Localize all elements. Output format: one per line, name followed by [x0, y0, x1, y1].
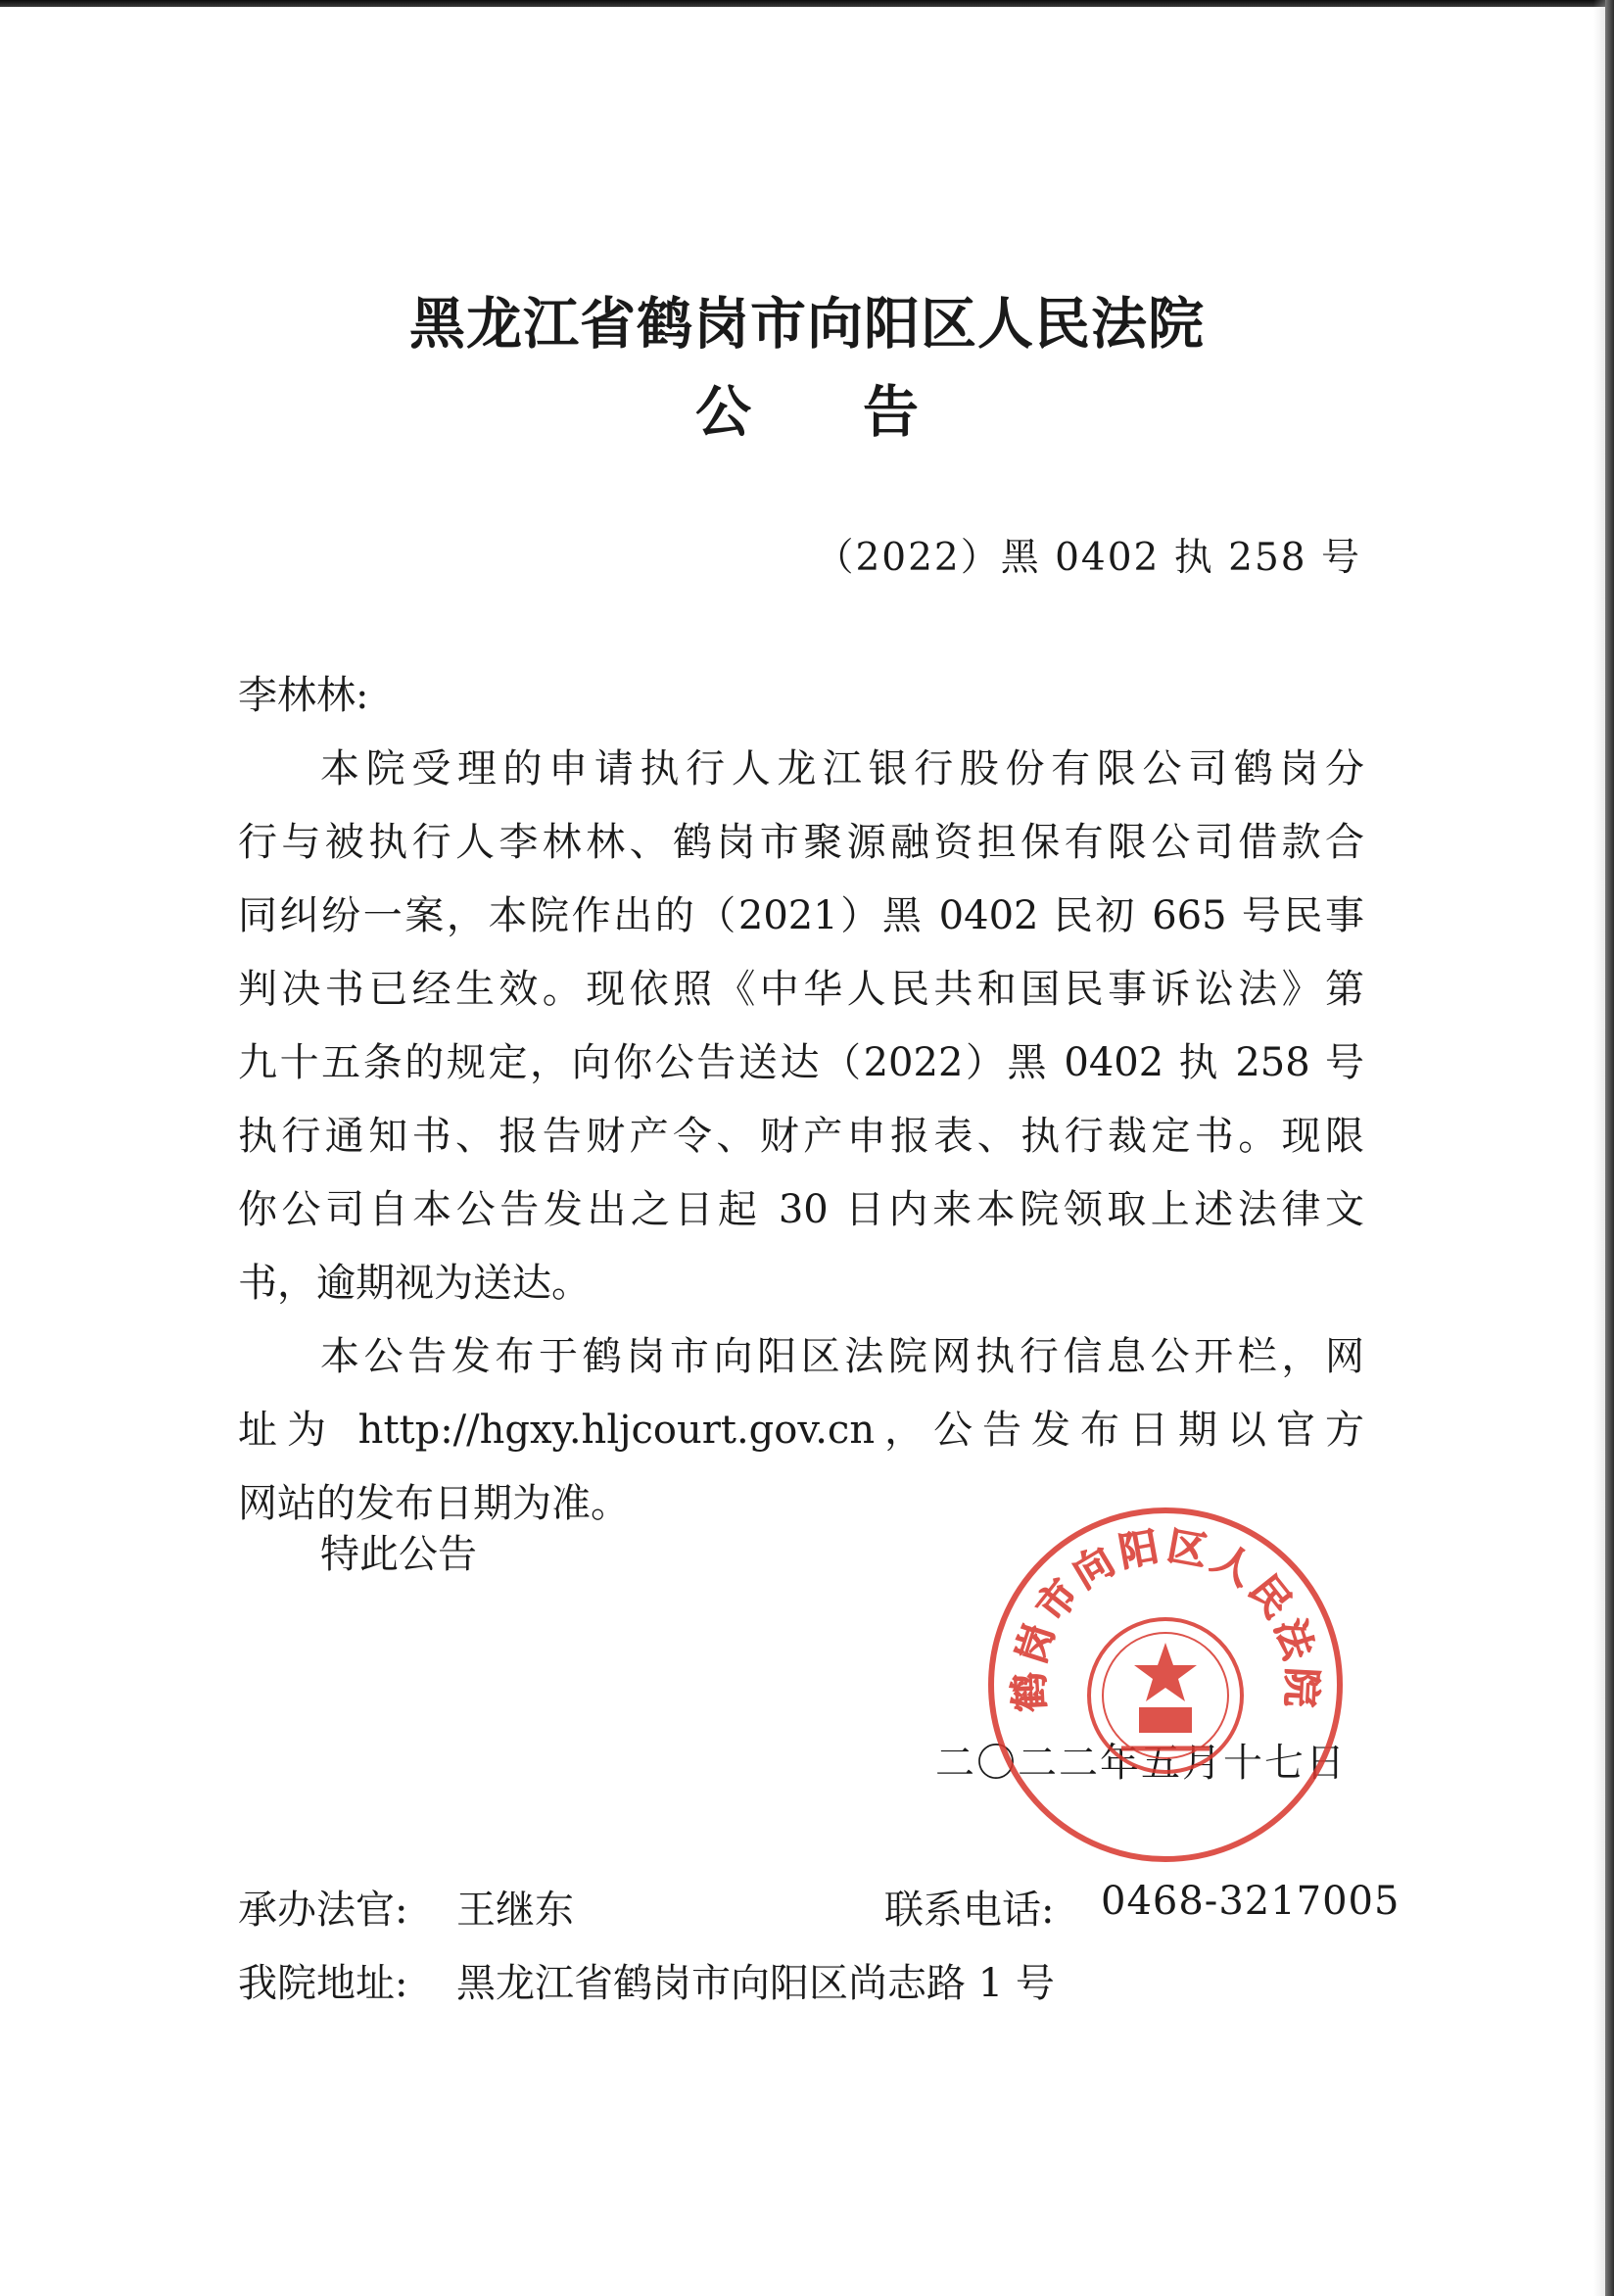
body-line: 执行通知书、报告财产令、财产申报表、执行裁定书。现限 [238, 1114, 1364, 1159]
body-line: 判决书已经生效。现依照《中华人民共和国民事诉讼法》第 [238, 967, 1364, 1012]
body-line: 本公告发布于鹤岗市向阳区法院网执行信息公开栏，网 [320, 1334, 1364, 1379]
judge-label: 承办法官: [238, 1888, 408, 1933]
court-name-heading: 黑龙江省鹤岗市向阳区人民法院 [409, 292, 1205, 357]
addressee: 李林林: [238, 673, 369, 718]
scan-edge-top [0, 0, 1614, 7]
court-seal-stamp [984, 1504, 1347, 1866]
star-icon [1134, 1643, 1197, 1701]
phone-number: 0468-3217005 [1101, 1879, 1400, 1924]
signature-date: 二〇二二年五月十七日 [935, 1741, 1347, 1786]
court-address: 黑龙江省鹤岗市向阳区尚志路 1 号 [456, 1961, 1055, 2006]
body-line: 同纠纷一案，本院作出的（2021）黑 0402 民初 665 号民事 [238, 893, 1364, 938]
body-line: 行与被执行人李林林、鹤岗市聚源融资担保有限公司借款合 [238, 820, 1364, 865]
body-line: 你公司自本公告发出之日起 30 日内来本院领取上述法律文 [238, 1187, 1364, 1232]
notice-title: 公 告 [695, 380, 919, 445]
body-line: 网站的发布日期为准。 [238, 1481, 630, 1526]
body-line: 本院受理的申请执行人龙江银行股份有限公司鹤岗分 [320, 746, 1364, 791]
seal-ring-icon [991, 1510, 1340, 1859]
case-number: （2022）黑 0402 执 258 号 [815, 536, 1361, 580]
body-line: 书，逾期视为送达。 [238, 1261, 591, 1306]
body-line: 九十五条的规定，向你公告送达（2022）黑 0402 执 258 号 [238, 1040, 1364, 1085]
judge-name: 王继东 [456, 1888, 574, 1933]
tiananmen-icon [1139, 1707, 1192, 1733]
seal-text: 鹤岗市向阳区人民法院 [1007, 1523, 1324, 1713]
body-line: 址为 http://hgxy.hljcourt.gov.cn，公告发布日期以官方 [238, 1408, 1364, 1453]
phone-label: 联系电话: [884, 1888, 1055, 1933]
address-label: 我院地址: [238, 1961, 408, 2006]
closing-phrase: 特此公告 [320, 1532, 477, 1577]
